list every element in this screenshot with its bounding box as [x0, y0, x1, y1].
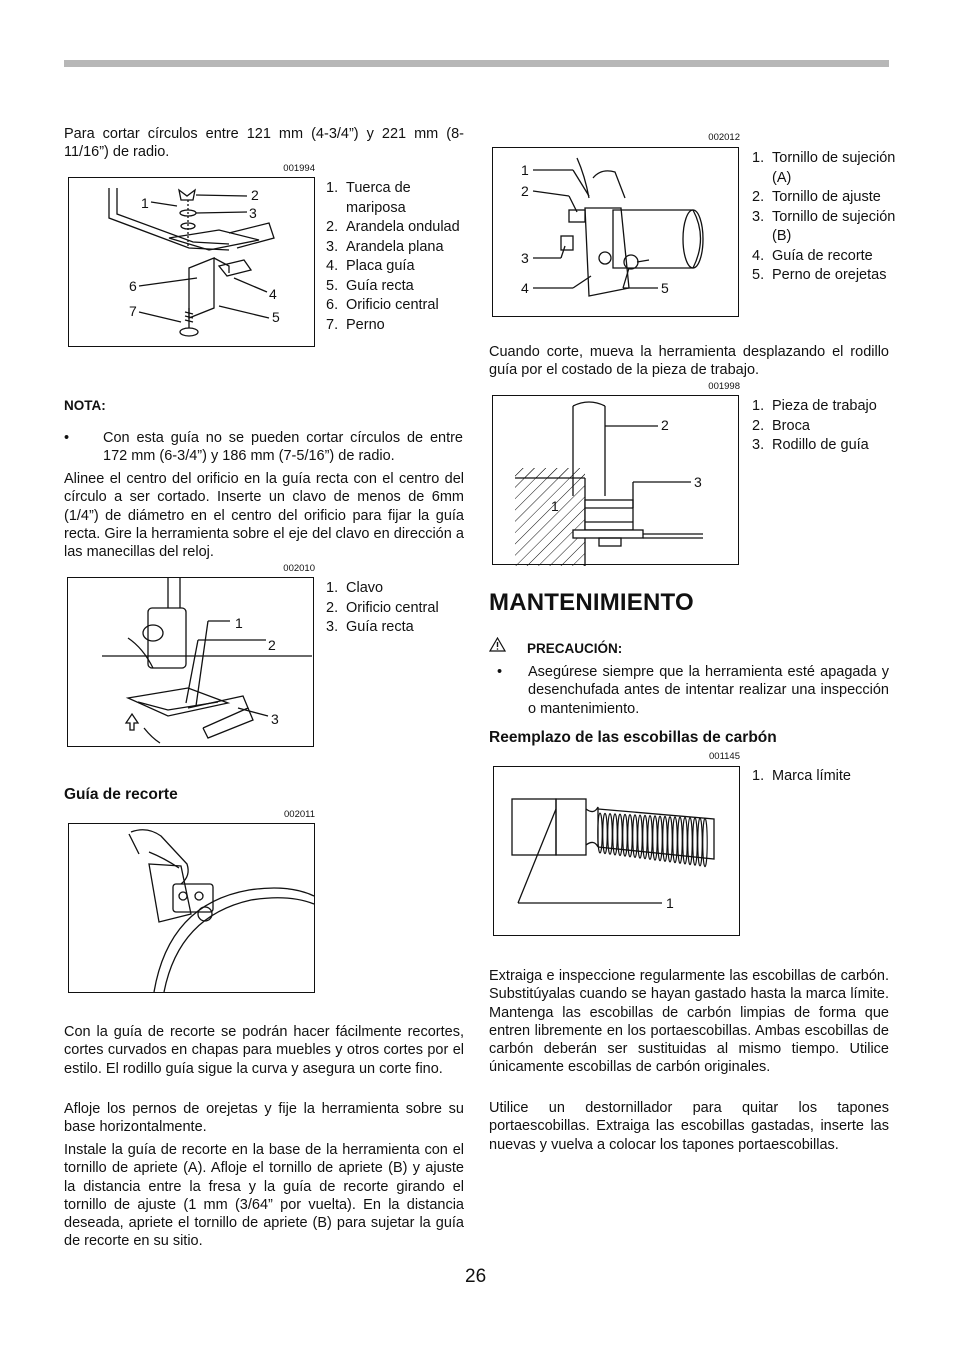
intro-paragraph: Para cortar círculos entre 121 mm (4-3/4”) y 221 mm (8-11/16”) de radio. [64, 126, 464, 161]
callout-4: 4 [269, 286, 277, 302]
callout-5: 5 [661, 280, 669, 296]
figure-legend [752, 149, 897, 286]
figure-legend [326, 179, 466, 335]
legend-item: 6. Orificio central [326, 297, 439, 313]
align-paragraph: Alinee el centro del orificio en la guía recta con el centro del círculo a ser cortado. Inserte un clavo de menos de 6mm (1/4”) de diámetro en el centro del orificio para fijar la guía recta. Gire la herramienta sobre el eje del clavo en dirección a las manecillas del reloj. [64, 471, 464, 561]
figure-circle-guide [68, 177, 315, 347]
section-heading-maintenance: MANTENIMIENTO [489, 589, 694, 616]
callout-4: 4 [521, 280, 529, 296]
spring-coil [673, 817, 677, 863]
callout-3: 3 [521, 250, 529, 266]
spring-coil [683, 817, 687, 864]
spring-coil [663, 816, 667, 861]
nail-center-illustration [68, 578, 315, 748]
trim-guide-parts-illustration [493, 148, 740, 318]
figure-legend [752, 767, 897, 787]
figure-trim-guide [68, 823, 315, 993]
callout-5: 5 [272, 309, 280, 325]
figure-code: 001994 [283, 163, 315, 174]
spring-coil [698, 818, 702, 866]
callout-2: 2 [661, 417, 669, 433]
legend-item: 3. Rodillo de guía [752, 437, 869, 453]
figure-code: 002011 [284, 809, 315, 820]
figure-code: 001145 [709, 751, 740, 762]
legend-item: 1. Clavo [326, 580, 384, 596]
legend-item: 3. Arandela plana [326, 238, 444, 255]
callout-1: 1 [141, 195, 149, 211]
callout-1: 1 [235, 615, 243, 631]
callout-3: 3 [249, 205, 257, 221]
legend-item: 2. Tornillo de ajuste [752, 189, 881, 205]
legend-item: 5. Guía recta [326, 277, 414, 294]
callout-3: 3 [694, 474, 702, 490]
figure-trim-guide-parts [492, 147, 739, 317]
brush-paragraph-2: Utilice un destornillador para quitar los tapones portaescobillas. Extraiga las escobillas gastadas, inserte las nuevas y vuelva a colocar los tapones portaescobillas. [489, 1100, 889, 1153]
trim-guide-illustration [69, 824, 316, 994]
page-number: 26 [465, 1266, 487, 1287]
header-rule [64, 60, 889, 67]
callout-7: 7 [129, 303, 137, 319]
spring-coil [693, 818, 697, 866]
figure-carbon-brush [493, 766, 740, 936]
callout-2: 2 [268, 637, 276, 653]
callout-1: 1 [551, 498, 559, 514]
legend-item: 3. Guía recta [326, 619, 414, 635]
callout-2: 2 [521, 183, 529, 199]
callout-3: 3 [271, 711, 279, 727]
trim-paragraph-1: Con la guía de recorte se podrán hacer fácilmente recortes, cortes curvados en chapas para muebles y otros cortes por el estilo. El rodillo guía sigue la curva y asegura un corte fino. [64, 1024, 464, 1077]
spring-coil [678, 817, 682, 863]
legend-item: 1. Pieza de trabajo [752, 398, 877, 414]
legend-item: 2. Orificio central [326, 599, 439, 616]
figure-legend [752, 397, 897, 456]
legend-item: 2. Arandela ondulad [326, 219, 460, 235]
legend-item: 3. Tornillo de sujeción (B) [752, 208, 896, 244]
figure-code: 002012 [708, 132, 740, 143]
spring-coil [703, 818, 707, 866]
spring-coil [688, 818, 692, 865]
figure-nail-center [67, 577, 314, 747]
note-bullet: • Con esta guía no se pueden cortar círculos de entre 172 mm (6-3/4”) y 186 mm (7-5/16”) de radio. [64, 430, 463, 465]
roller-guide-illustration [493, 396, 740, 566]
figure-code: 001998 [708, 381, 740, 392]
circle-guide-illustration [69, 178, 316, 348]
trim-paragraph-2: Afloje los pernos de orejetas y fije la herramienta sobre su base horizontalmente. [64, 1101, 464, 1136]
warning-icon [489, 637, 506, 652]
figure-roller-guide [492, 395, 739, 565]
legend-item: 1. Marca límite [752, 768, 851, 784]
spring-coil [658, 816, 662, 861]
trim-paragraph-3: Instale la guía de recorte en la base de la herramienta con el tornillo de apriete (A). Afloje el tornillo de apriete (B) y ajuste la distancia entre la fresa y la guía de recorte girando el tornillo de ajuste (1 mm (3/64” por vuelta). En la distancia deseada, apriete el tornillo de apriete (B) para sujetar la guía de recorte en su sitio. [64, 1142, 464, 1250]
callout-1: 1 [666, 895, 674, 911]
legend-item: 7. Perno [326, 316, 385, 333]
legend-item: 1. Tornillo de sujeción (A) [752, 150, 896, 186]
callout-1: 1 [521, 162, 529, 178]
legend-item: 2. Broca [752, 417, 810, 434]
figure-legend [326, 579, 466, 638]
figure-code: 002010 [283, 563, 315, 574]
brush-paragraph-1: Extraiga e inspeccione regularmente las escobillas de carbón. Substitúyalas cuando se hayan gastado hasta la marca límite. Mantenga las escobillas de carbón limpias de forma que entren libremente en los portaescobillas. Ambas escobillas de carbón deberán ser sustituidas al mismo tiempo. Utilice únicamente escobillas de carbón originales. [489, 968, 889, 1076]
legend-item: 5. Perno de orejetas [752, 267, 887, 283]
move-paragraph: Cuando corte, mueva la herramienta desplazando el rodillo guía por el costado de la pieza de trabajo. [489, 344, 889, 379]
note-label: NOTA: [64, 398, 106, 413]
callout-6: 6 [129, 278, 137, 294]
caution-bullet: • Asegúrese siempre que la herramienta esté apagada y desenchufada antes de intentar realizar una inspección o mantenimiento. [497, 664, 889, 717]
legend-item: 4. Guía de recorte [752, 247, 873, 264]
caution-label: PRECAUCIÓN: [527, 641, 623, 656]
carbon-brush-illustration [494, 767, 741, 937]
legend-item: 4. Placa guía [326, 258, 415, 274]
spring-coils [598, 813, 707, 867]
callout-2: 2 [251, 187, 259, 203]
legend-item: 1. Tuerca de mariposa [326, 180, 411, 216]
spring-coil [668, 817, 672, 863]
section-heading-carbon-brushes: Reemplazo de las escobillas de carbón [489, 729, 777, 746]
section-heading-trim-guide: Guía de recorte [64, 786, 178, 803]
